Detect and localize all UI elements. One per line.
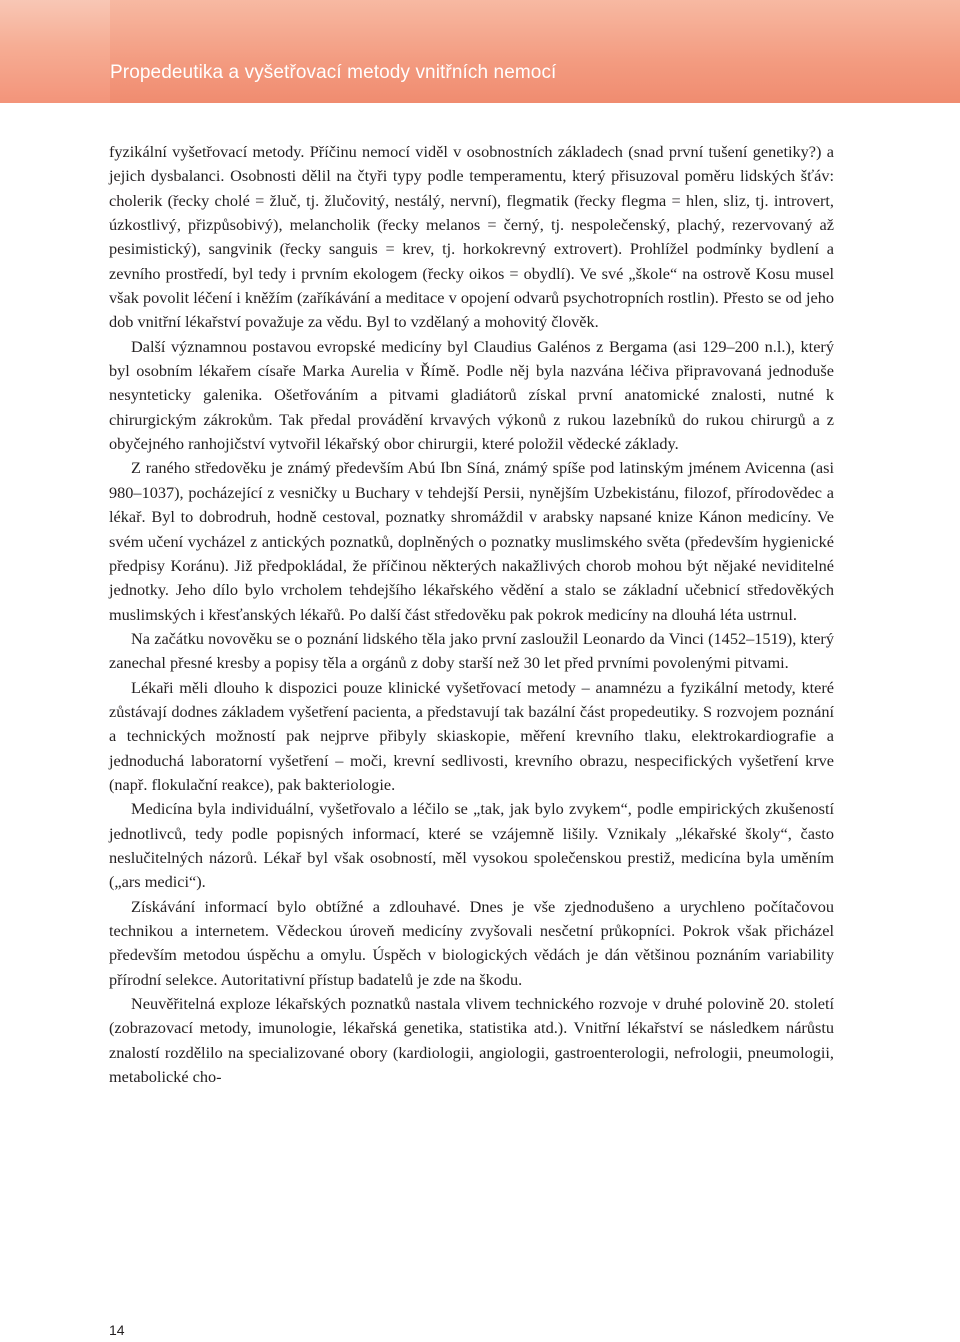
paragraph: Lékaři měli dlouho k dispozici pouze klinické vyšetřovací metody – anamnézu a fyzikální metody, které zůstávají dodnes základem vyšetření pacienta, a představují tak bazální část propedeutiky. S rozvojem poznání a technických možností pak nejprve přibyly skiaskopie, měření krevního tlaku, elektrokardiografie a jednoduchá laboratorní vyšetření – moči, krevní sedlivosti, krevního obrazu, nespecifických vyšetření krve (např. flokulační reakce), pak bakteriologie. <box>109 677 834 794</box>
paragraph: Další významnou postavou evropské medicíny byl Claudius Galénos z Bergama (asi 129–200 n.l.), který byl osobním lékařem císaře Marka Aurelia v Římě. Podle něj byla nazvána léčiva připravovaná jednoduše nesynteticky galenika. Ošetřováním a pitvami gladiátorů získal první anatomické znalosti, nutné k chirurgickým zákrokům. Tak předal provádění krvavých výkonů z rukou lazebníků do rukou chirurgů a z obyčejného ranhojičství vytvořil lékařský obor chirurgii, které položil vědecké základy. <box>109 336 834 454</box>
paragraph: Z raného středověku je známý především Abú Ibn Síná, známý spíše pod latinským jménem Avicenna (asi 980–1037), pocházející z vesničky u Buchary v tehdejší Persii, nynějším Uzbekistánu, filozof, přírodovědec a lékař. Byl to dobrodruh, hodně cestoval, poznatky shromáždil v arabsky napsané knize Kánon medicíny. Ve svém učení vycházel z antických poznatků, doplněných o poznatky muslimského světa (především hygienické předpisy Koránu). Již předpokládal, že příčinou některých nakažlivých chorob mohou být nějaké neviditelné jednotky. Jeho dílo bylo vrcholem tehdejšího lékařského vědění a stalo se základní učebnicí středověkých muslimských i křesťanských lékařů. Po další část středověku pak pokrok medicíny na dlouhá léta ustrnul. <box>109 458 834 624</box>
header-strip <box>110 0 960 103</box>
paragraph: Získávání informací bylo obtížné a zdlouhavé. Dnes je vše zjednodušeno a urychleno počítačovou technikou a internetem. Vědeckou úroveň medicíny zvyšovali nesčetní průkopníci. Pokrok však přicházel především metodou úspěchu a omylu. Úspěch v biologických vědách je dán většinou poznáním variability přírodní selekce. Autoritativní přístup badatelů je zde na škodu. <box>109 896 834 989</box>
paragraph: fyzikální vyšetřovací metody. Příčinu nemocí viděl v osobnostních základech (snad první tušení genetiky?) a jejich dysbalanci. Osobnosti dělil na čtyři typy podle temperamentu, který přisuzoval poměru lidských šťáv: cholerik (řecky cholé = žluč, tj. žlučovitý, nestálý, nervní), flegmatik (řecky flegma = hlen, sliz, tj. introvert, úzkostlivý, přizpůsobivý), melancholik (řecky melanos = černý, tj. nespolečenský, plachý, rezervovaný až pesimistický), sangvinik (řecky sanguis = krev, tj. horkokrevný extrovert). Prohlížel podmínky bydlení a zevního prostředí, byl tedy i prvním ekologem (řecky oikos = obydlí). Ve své „škole“ na ostrově Kosu musel však povolit léčení i kněžím (zaříkávání a meditace v opojení odvarů psychotropních rostlin). Přesto se od jeho dob vnitřní lékařství považuje za vědu. Byl to vzdělaný a mohovitý člověk. <box>109 142 834 332</box>
header-band <box>0 0 960 103</box>
paragraph: Medicína byla individuální, vyšetřovalo a léčilo se „tak, jak bylo zvykem“, podle empirických zkušeností jednotlivců, tedy podle popisných informací, které se vzájemně lišily. Vznikaly „lékařské školy“, často neslučitelných názorů. Lékař byl však osobností, měl vysokou společenskou prestiž, medicína byla uměním („ars medici“). <box>109 799 834 892</box>
body-text <box>109 140 834 1089</box>
running-header-title: Propedeutika a vyšetřovací metody vnitřních nemocí <box>110 62 557 83</box>
paragraph: Neuvěřitelná exploze lékařských poznatků nastala vlivem technického rozvoje v druhé polovině 20. století (zobrazovací metody, imunologie, lékařská genetika, statistika atd.). Vnitřní lékařství se následkem nárůstu znalostí rozdělilo na specializované obory (kardiologii, angiologii, gastroenterologii, nefrologii, pneumologii, metabolické cho- <box>109 994 834 1087</box>
paragraph: Na začátku novověku se o poznání lidského těla jako první zasloužil Leonardo da Vinci (1452–1519), který zanechal přesné kresby a popisy těla a orgánů z doby starší než 30 let před prvními povolenými pitvami. <box>109 628 834 673</box>
page-number: 14 <box>109 1322 125 1338</box>
